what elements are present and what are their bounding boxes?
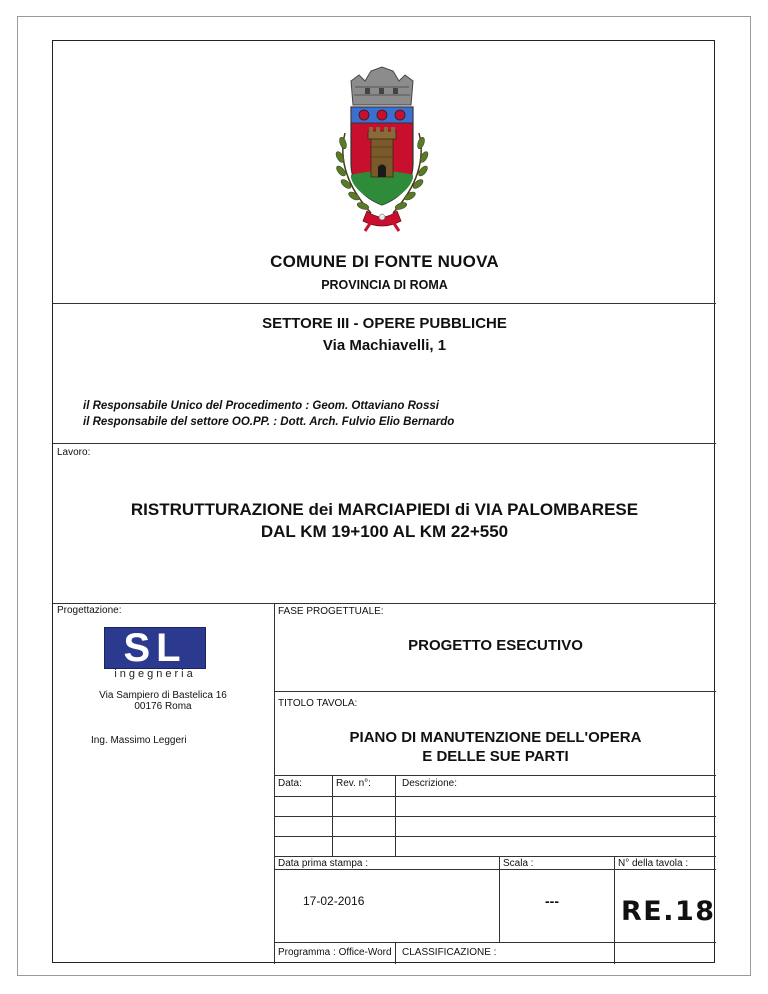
rev-row-line-3 (274, 836, 716, 837)
coat-of-arms-emblem (321, 63, 443, 235)
studio-address-line1: Via Sampiero di Bastelica 16 (99, 690, 227, 701)
shield-icon (351, 107, 413, 205)
sl-logo-text: SL (123, 626, 187, 670)
scala-label: Scala : (503, 858, 534, 869)
settore-address: Via Machiavelli, 1 (322, 337, 447, 354)
divider-progettazione (53, 603, 716, 604)
programma-label: Programma : Office-Word (278, 947, 392, 958)
fase-label: FASE PROGETTUALE: (278, 606, 384, 617)
data-stampa-label: Data prima stampa : (278, 858, 369, 869)
lavoro-title-line2: DAL KM 19+100 AL KM 22+550 (260, 522, 509, 541)
rev-col-data: Data: (278, 778, 302, 789)
responsabile-procedimento: il Responsabile Unico del Procedimento : Geom. Ottaviano Rossi (83, 400, 439, 412)
divider-lavoro (53, 443, 716, 444)
data-stampa-value: 17-02-2016 (303, 894, 365, 908)
sl-logo-subtext: ingegneria (114, 668, 196, 680)
provincia-subtitle: PROVINCIA DI ROMA (321, 278, 448, 292)
tavola-label: N° della tavola : (618, 858, 689, 869)
classificazione-label: CLASSIFICAZIONE : (402, 947, 497, 958)
footer-bottom-line (274, 942, 716, 943)
settore-title: SETTORE III - OPERE PUBBLICHE (262, 315, 507, 332)
divider-header (53, 303, 716, 304)
studio-address-line2: 00176 Roma (134, 701, 192, 712)
divider-titolo (274, 691, 716, 692)
rev-row-line-4 (274, 856, 716, 857)
fase-value: PROGETTO ESECUTIVO (408, 637, 583, 654)
divider-vertical-main (274, 603, 275, 964)
lavoro-title-line1: RISTRUTTURAZIONE dei MARCIAPIEDI di VIA PALOMBARESE (130, 500, 639, 519)
engineer-name: Ing. Massimo Leggeri (91, 735, 187, 746)
sl-ingegneria-logo (104, 627, 206, 679)
tavola-number: RE.18 (621, 896, 716, 927)
footer-divider-2 (614, 856, 615, 964)
mural-crown-icon (351, 67, 413, 105)
divider-revisions (274, 775, 716, 776)
footer-label-underline (274, 869, 716, 870)
rev-row-line-1 (274, 796, 716, 797)
rev-row-line-2 (274, 816, 716, 817)
titolo-label: TITOLO TAVOLA: (278, 698, 358, 709)
titolo-line2: E DELLE SUE PARTI (422, 748, 569, 765)
comune-title: COMUNE DI FONTE NUOVA (270, 252, 499, 271)
responsabile-settore: il Responsabile del settore OO.PP. : Dott. Arch. Fulvio Elio Bernardo (83, 416, 455, 428)
titolo-line1: PIANO DI MANUTENZIONE DELL'OPERA (349, 729, 642, 746)
ribbon-icon (363, 211, 401, 231)
lavoro-label: Lavoro: (57, 447, 91, 458)
footer-divider-3 (395, 942, 396, 964)
progettazione-label: Progettazione: (57, 605, 122, 616)
rev-col-desc: Descrizione: (402, 778, 458, 789)
title-block-frame (52, 40, 715, 963)
sl-logo-box (104, 627, 206, 669)
scala-value: --- (545, 893, 559, 909)
rev-col-rev: Rev. n°: (336, 778, 371, 789)
